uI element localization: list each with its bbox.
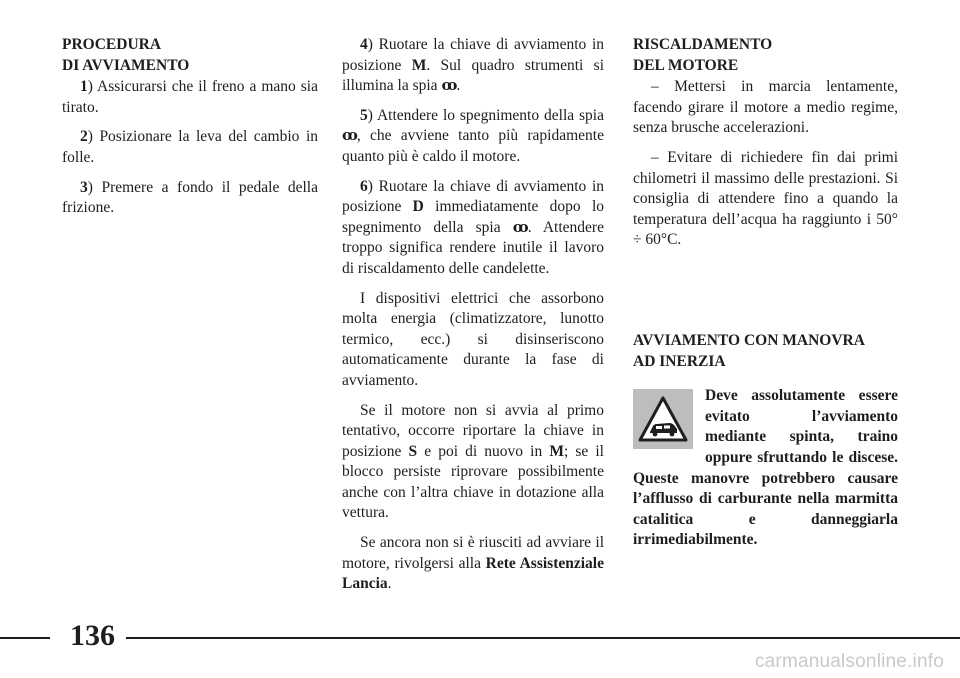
heating-para-2: – Evitare di richiedere fin dai primi chilometri il massimo delle prestazioni. Si consiglia di attendere fino a quando la temperatura dell’acqua ha raggiunto i 50° ÷ 60°C. bbox=[633, 148, 898, 249]
step-3: 3) Premere a fondo il pedale della frizione. bbox=[62, 178, 318, 217]
inertia-start-heading: AVVIAMENTO CON MANOVRA AD INERZIA bbox=[633, 331, 865, 370]
watermark: carmanualsonline.info bbox=[754, 651, 944, 672]
footer-rule-right bbox=[126, 637, 960, 639]
car-warning-icon bbox=[633, 389, 693, 449]
step-5: 5) Attendere lo spegnimento della spia ꝏ, che avviene tanto più rapidamente quanto più è caldo il motore. bbox=[342, 106, 604, 165]
glow-plug-icon: ꝏ bbox=[342, 128, 357, 145]
column-heating-inertia bbox=[633, 35, 898, 551]
glow-plug-icon: ꝏ bbox=[512, 219, 528, 236]
step-1: 1) Assicurarsi che il freno a mano sia tirato. bbox=[62, 78, 318, 116]
para-electric-devices: I dispositivi elettrici che assorbono molta energia (climatizzatore, lunotto termico, ecc.) si disinseriscono automaticamente durante la fase di avviamento. bbox=[342, 289, 604, 389]
column-start-steps bbox=[342, 35, 604, 604]
step-6: 6) Ruotare la chiave di avviamento in posizione D immediatamente dopo lo spegnimento della spia ꝏ. Attendere troppo significa rendere inutile il lavoro di riscaldamento delle candelette. bbox=[342, 177, 604, 277]
warning-block bbox=[633, 386, 898, 551]
step-4: 4) Ruotare la chiave di avviamento in posizione M. Sul quadro strumenti si illumina la spia ꝏ. bbox=[342, 36, 604, 95]
warning-text: Deve assolutamente essere evitato l’avviamento mediante spinta, traino oppure sfruttando le discese. Queste manovre potrebbero causare l’afflusso di carburante nella marmitta catalitica e danneggiarla irrimediabilmente. bbox=[633, 387, 898, 549]
footer-rule-left bbox=[0, 637, 50, 639]
para-retry: Se il motore non si avvia al primo tentativo, occorre riportare la chiave in posizione S e poi di nuovo in M; se il blocco persiste riprovare possibilmente anche con l’altra chiave in dotazione alla vettura. bbox=[342, 401, 604, 522]
para-assistance: Se ancora non si è riusciti ad avviare il motore, rivolgersi alla Rete Assistenziale Lancia. bbox=[342, 534, 604, 593]
page-number: 136 bbox=[70, 619, 115, 652]
heating-section bbox=[633, 35, 898, 251]
start-procedure-heading: PROCEDURA DI AVVIAMENTO bbox=[62, 36, 190, 74]
column-start-procedure bbox=[62, 35, 318, 228]
heating-heading: RISCALDAMENTO DEL MOTORE bbox=[633, 36, 773, 74]
step-2: 2) Posizionare la leva del cambio in folle. bbox=[62, 128, 318, 166]
glow-plug-icon: ꝏ bbox=[441, 78, 457, 95]
heating-para-1: – Mettersi in marcia lentamente, facendo girare il motore a medio regime, senza brusche accelerazioni. bbox=[633, 78, 898, 137]
